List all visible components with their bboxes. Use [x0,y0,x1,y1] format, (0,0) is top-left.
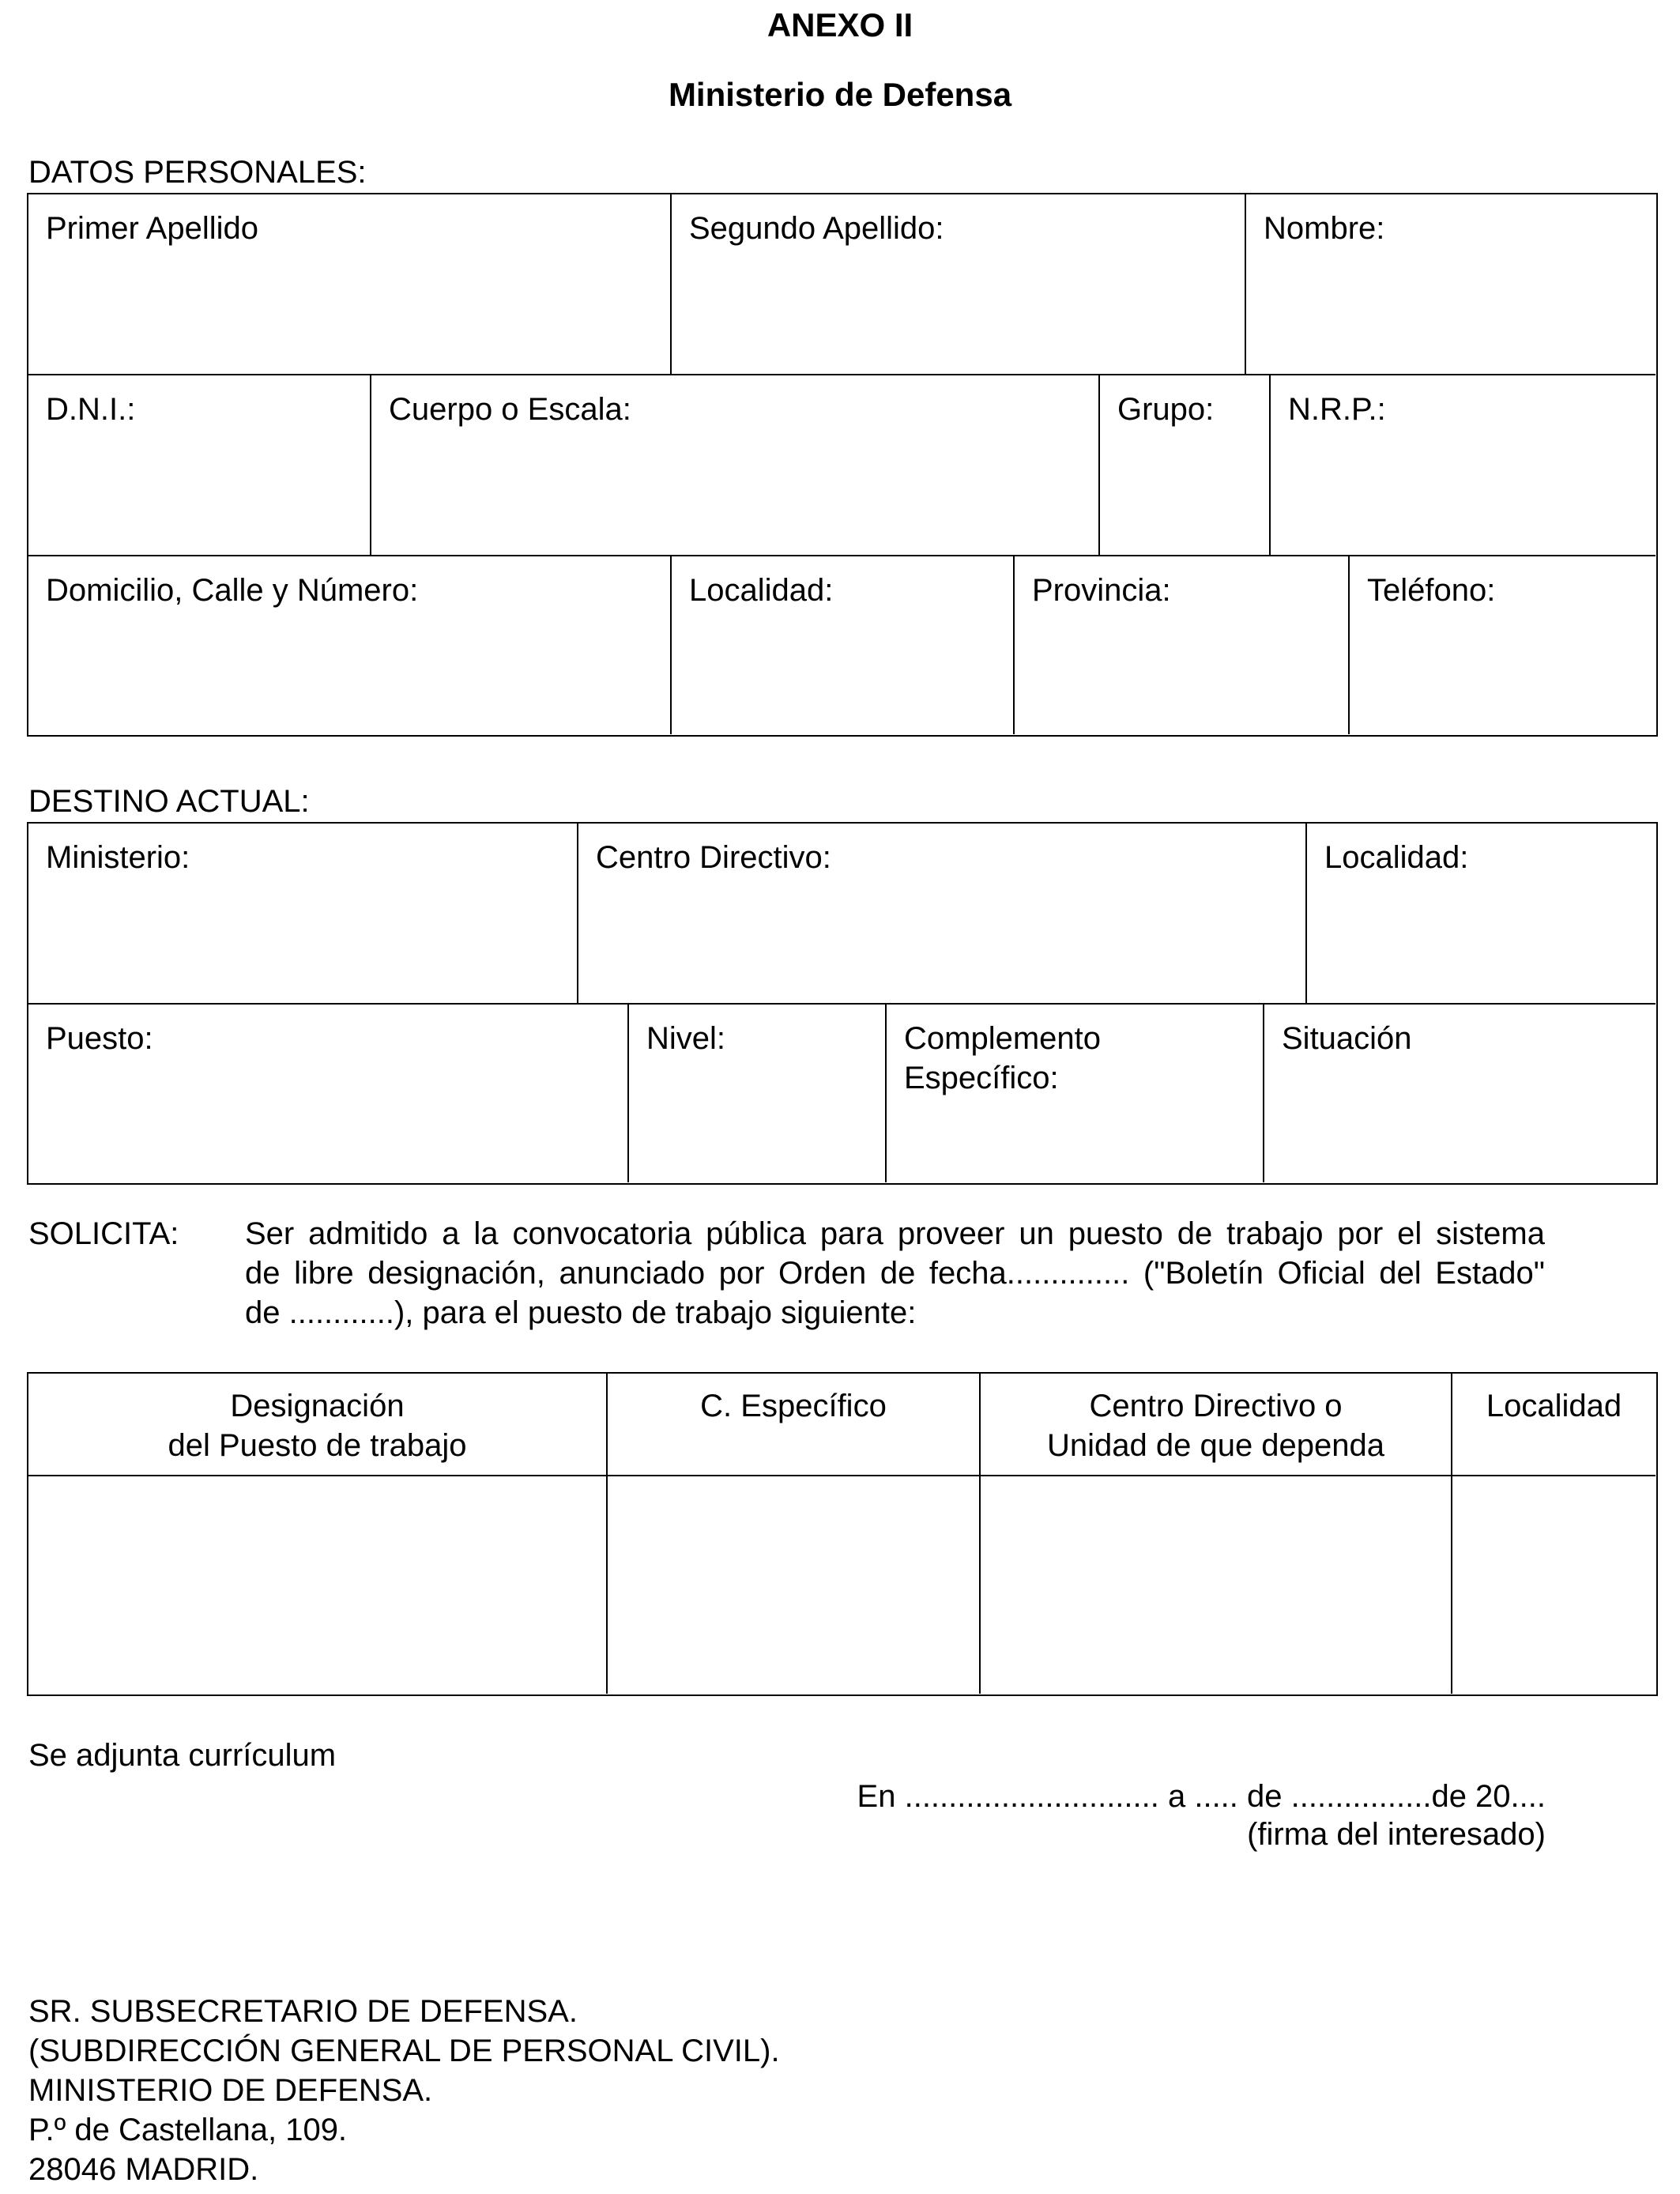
ministry-title: Ministerio de Defensa [668,76,1012,113]
address-line: SR. SUBSECRETARIO DE DEFENSA. [28,1994,578,2029]
field-label: D.N.I.: [46,392,136,427]
field-nrp[interactable] [1271,375,1656,556]
datos-personales-label: DATOS PERSONALES: [28,155,367,190]
field-complemento-especifico[interactable] [887,1005,1264,1182]
field-label: Situación [1282,1021,1412,1056]
header-label: Designación del Puesto de trabajo [168,1389,467,1463]
field-nombre[interactable] [1246,194,1656,375]
field-label: Localidad: [1324,840,1469,875]
destino-actual-grid [27,822,1658,1185]
field-label: Complemento Específico: [904,1021,1102,1095]
date-line[interactable]: En ............................. a ..... de ................de 20.... [857,1779,1546,1814]
destino-actual-label: DESTINO ACTUAL: [28,784,310,819]
header-label: Centro Directivo o Unidad de que dependa [1046,1389,1385,1463]
field-label: Provincia: [1032,573,1171,608]
header-label: C. Específico [700,1389,887,1423]
field-label: Localidad: [689,573,834,608]
solicita-text [245,1214,1545,1333]
field-segundo-apellido[interactable] [672,194,1246,375]
field-centro-directivo[interactable] [578,824,1307,1005]
field-grupo[interactable] [1100,375,1271,556]
curriculum-note: Se adjunta currículum [28,1738,337,1773]
address-line: MINISTERIO DE DEFENSA. [28,2073,433,2108]
field-cuerpo-escala[interactable] [371,375,1100,556]
cell-localidad[interactable] [1452,1476,1656,1694]
field-label: Centro Directivo: [596,840,831,875]
address-line: (SUBDIRECCIÓN GENERAL DE PERSONAL CIVIL). [28,2034,780,2068]
field-label: Primer Apellido [46,211,259,246]
field-label: Segundo Apellido: [689,211,944,246]
solicita-line: de ............), para el puesto de trabajo siguiente: [245,1295,917,1330]
field-label: Cuerpo o Escala: [389,392,631,427]
field-localidad[interactable] [672,556,1015,734]
solicita-label: SOLICITA: [28,1216,179,1251]
datos-personales-grid [27,193,1658,737]
field-telefono[interactable] [1350,556,1656,734]
field-provincia[interactable] [1015,556,1350,734]
field-label: Nivel: [646,1021,726,1056]
address-line: 28046 MADRID. [28,2152,259,2187]
header-c-especifico [608,1374,981,1476]
header-centro-directivo [981,1374,1452,1476]
solicita-line: Ser admitido a la convocatoria pública para proveer un puesto de trabajo por el sistema [245,1216,1545,1251]
header-localidad [1452,1374,1656,1476]
field-label: Ministerio: [46,840,190,875]
annex-title: ANEXO II [767,6,913,43]
field-situacion[interactable] [1264,1005,1656,1182]
field-puesto[interactable] [28,1005,629,1182]
field-domicilio[interactable] [28,556,672,734]
field-dni[interactable] [28,375,371,556]
cell-designacion[interactable] [28,1476,608,1694]
field-label: Domicilio, Calle y Número: [46,573,419,608]
field-label: Puesto: [46,1021,153,1056]
field-primer-apellido[interactable] [28,194,672,375]
cell-c-especifico[interactable] [608,1476,981,1694]
field-ministerio[interactable] [28,824,578,1005]
field-label: Grupo: [1117,392,1215,427]
field-label: Nombre: [1264,211,1385,246]
field-label: Teléfono: [1367,573,1496,608]
field-nivel[interactable] [629,1005,887,1182]
field-label: N.R.P.: [1288,392,1386,427]
puesto-table [27,1372,1658,1696]
solicita-line: de libre designación, anunciado por Orden de fecha.............. ("Boletín Oficial del Estado" [245,1256,1545,1291]
signature-caption: (firma del interesado) [1247,1817,1546,1852]
header-designacion [28,1374,608,1476]
header-label: Localidad [1486,1389,1622,1423]
cell-centro-directivo[interactable] [981,1476,1452,1694]
address-line: P.º de Castellana, 109. [28,2113,348,2147]
recipient-address [28,1992,780,2189]
field-destino-localidad[interactable] [1307,824,1656,1005]
